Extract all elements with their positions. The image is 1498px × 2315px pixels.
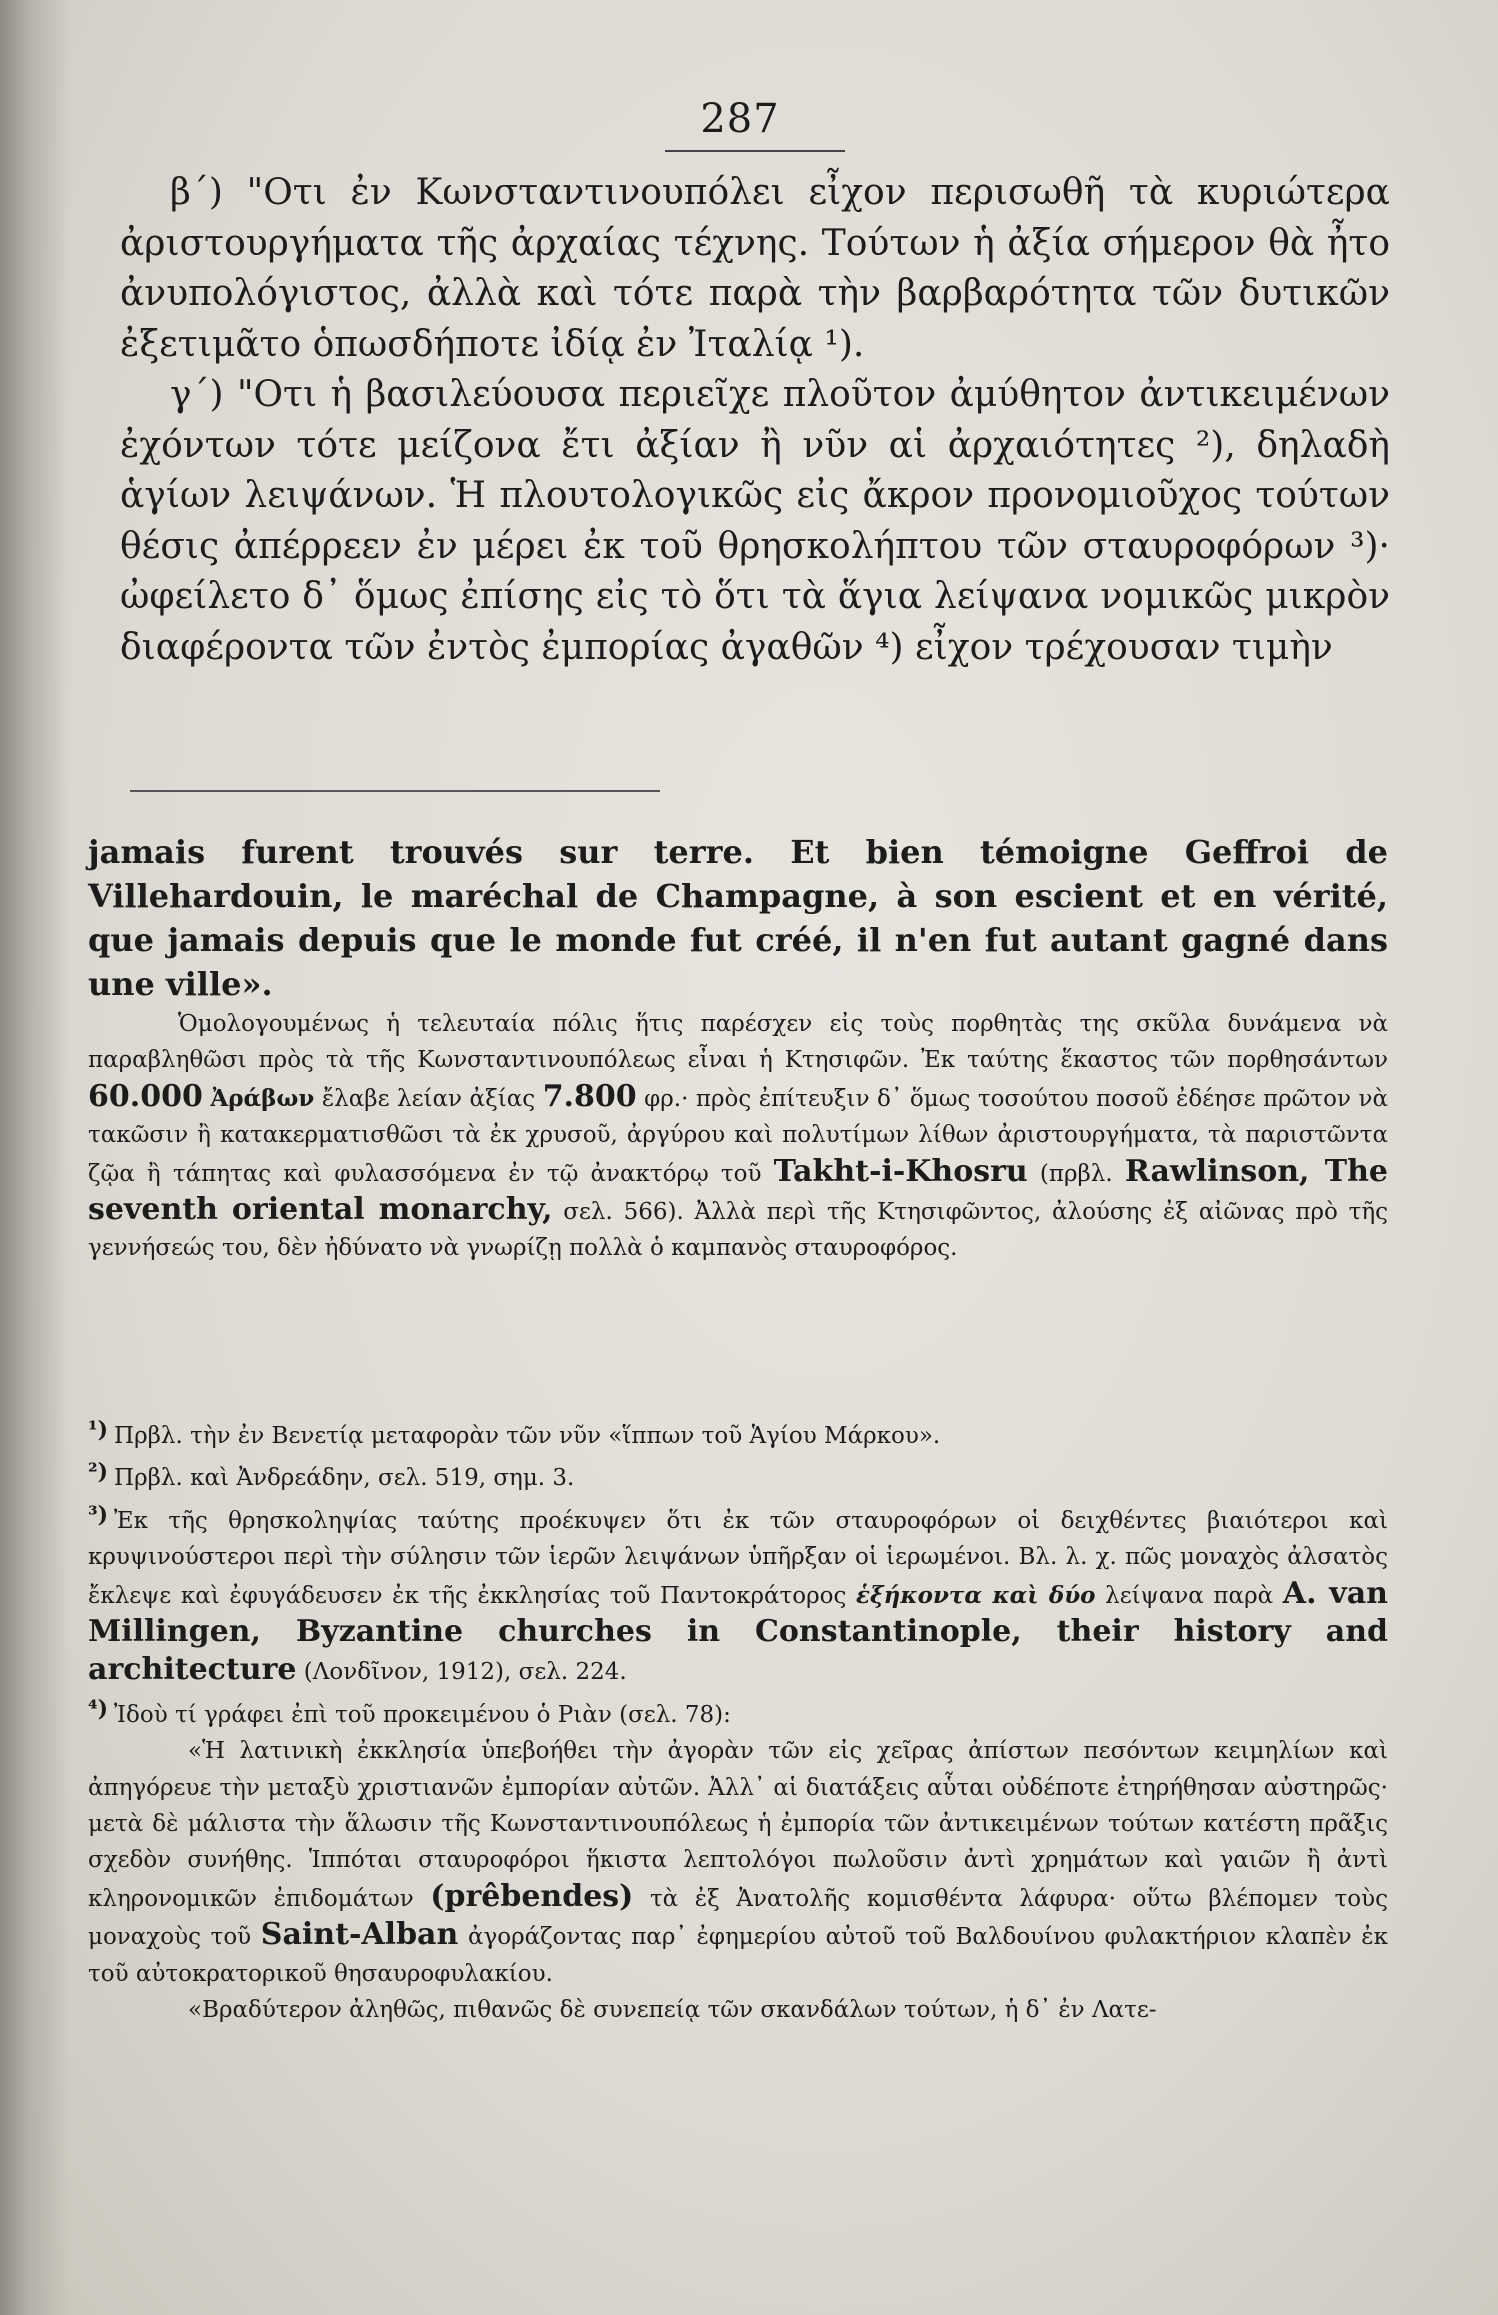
footnote-3-text-b: λείψανα παρὰ: [1095, 1582, 1283, 1609]
binding-shadow: [0, 0, 70, 2315]
note-paragraph: [88, 1006, 1388, 1267]
quote-1-abbey: Saint-Alban: [260, 1917, 459, 1953]
note-text-5: (πρβλ.: [1027, 1160, 1125, 1187]
footnote-1: [88, 1412, 1388, 1454]
note-number-1: 60.000: [88, 1078, 203, 1114]
note-text-3: ἔλαβε λείαν ἀξίας: [314, 1085, 543, 1112]
footnote-2-marker: ²): [88, 1459, 109, 1486]
quote-1-prebendes: (prêbendes): [430, 1878, 634, 1914]
footnote-4-quote-2: «Βραδύτερον ἀληθῶς, πιθανῶς δὲ συνεπείᾳ τῶν σκανδάλων τούτων, ἡ δ᾽ ἐν Λατε-: [188, 1997, 1157, 2024]
page-number-rule: [665, 150, 845, 152]
note-number-2: 7.800: [542, 1078, 637, 1114]
footnote-3-marker: ³): [88, 1501, 109, 1528]
main-text: [120, 168, 1390, 673]
quote-1-text-b: τὰ ἐξ Ἀνατολῆς κομισθέντα λάφυρα· οὕτω βλέπομεν τοὺς μοναχοὺς τοῦ: [88, 1885, 1388, 1951]
note-arabs: Ἀράβων: [210, 1084, 315, 1112]
main-paragraph-beta: β΄) "Οτι ἐν Κωνσταντινουπόλει εἶχον περισωθῆ τὰ κυριώτερα ἀριστουργήματα τῆς ἀρχαίας τέχνης. Τούτων ἡ ἀξία σήμερον θὰ ἦτο ἀνυπολόγιστος, ἀλλὰ καὶ τότε παρὰ τὴν βαρβαρότητα τῶν δυτικῶν ἐξετιμᾶτο ὁπωσδήποτε ἰδίᾳ ἐν Ἰταλίᾳ ¹).: [120, 172, 1390, 365]
quote-1-text-c: ἀγοράζοντας παρ᾽ ἐφημερίου αὐτοῦ τοῦ Βαλδουίνου φυλακτήριον κλαπὲν ἐκ τοῦ αὐτοκρατορικοῦ θησαυροφυλακίου.: [88, 1924, 1388, 1987]
footnote-4-text: Ἰδοὺ τί γράφει ἐπὶ τοῦ προκειμένου ὁ Ριὰν (σελ. 78):: [114, 1701, 731, 1728]
footnote-4-marker: ⁴): [88, 1695, 109, 1722]
footnote-1-text: Πρβλ. τὴν ἐν Βενετίᾳ μεταφορὰν τῶν νῦν «ἵππων τοῦ Ἁγίου Μάρκου».: [114, 1423, 941, 1449]
note-text-6: σελ. 566). Ἀλλὰ περὶ τῆς Κτησιφῶντος, ἀλούσης ἐξ αἰῶνας πρὸ τῆς γεννήσεώς του, δὲν ἠδύνατο νὰ γνωρίζῃ πολλὰ ὁ καμπανὸς σταυροφόρος.: [88, 1199, 1388, 1262]
main-paragraph-gamma: γ΄) "Οτι ἡ βασιλεύουσα περιεῖχε πλοῦτον ἀμύθητον ἀντικειμένων ἐχόντων τότε μείζονα ἔτι ἀξίαν ἢ νῦν αἱ ἀρχαιότητες ²), δηλαδὴ ἁγίων λειψάνων. Ἡ πλουτολογικῶς εἰς ἄκρον προνομιοῦχος τούτων θέσις ἀπέρρεεν ἐν μέρει ἐκ τοῦ θρησκολήπτου τῶν σταυροφόρων ³)· ὠφείλετο δ᾽ ὅμως ἐπίσης εἰς τὸ ὅτι τὰ ἅγια λείψανα νομικῶς μικρὸν διαφέροντα τῶν ἐντὸς ἐμπορίας ἀγαθῶν ⁴) εἶχον τρέχουσαν τιμὴν: [120, 374, 1390, 668]
footnote-3-text-c: (Λονδῖνον, 1912), σελ. 224.: [296, 1659, 627, 1686]
continued-note: [88, 1006, 1388, 1267]
footnote-4-quote-1: [88, 1733, 1388, 1992]
note-palace: Takht-i-Khosru: [773, 1153, 1028, 1189]
quote-1-text-a: «Ἡ λατινικὴ ἐκκλησία ὑπεβοήθει τὴν ἀγορὰν τῶν εἰς χεῖρας ἀπίστων πεσόντων κειμηλίων καὶ ἀπηγόρευε τὴν μεταξὺ χριστιανῶν ἐμπορίαν αὐτῶν. Ἀλλ᾽ αἱ διατάξεις αὗται οὐδέποτε ἐτηρήθησαν αὐστηρῶς· μετὰ δὲ μάλιστα τὴν ἅλωσιν τῆς Κωνσταντινουπόλεως ἡ ἐμπορία τῶν ἀντικειμένων τούτων κατέστη πρᾶξις σχεδὸν συνήθης. Ἱππόται σταυροφόροι ἥκιστα λεπτολόγοι πωλοῦσιν ἀντὶ χρημάτων καὶ γαιῶν ἢ ἀντὶ κληρονομικῶν ἐπιδομάτων: [88, 1738, 1388, 1912]
footnote-3-book: A. van Millingen, Byzantine churches in Constantinople, their history and architecture: [88, 1575, 1388, 1688]
note-author: Rawlinson, The seventh oriental monarchy,: [88, 1153, 1389, 1228]
note-text-1: Ὁμολογουμένως ἡ τελευταία πόλις ἥτις παρέσχεν εἰς τοὺς πορθητὰς της σκῦλα δυνάμενα νὰ παραβληθῶσι πρὸς τὰ τῆς Κωνσταντινουπόλεως εἶναι ἡ Κτησιφῶν. Ἐκ ταύτης ἕκαστος τῶν πορθησάντων: [88, 1011, 1388, 1074]
continued-quotation: jamais furent trouvés sur terre. Et bien témoigne Geffroi de Villehardouin, le maréchal de Champagne, à son escient et en vérité, que jamais depuis que le monde fut créé, il n'en fut autant gagné dans une ville».: [88, 833, 1388, 1003]
footnote-divider: [130, 790, 660, 792]
footnote-3-text-a: Ἐκ τῆς θρησκοληψίας ταύτης προέκυψεν ὅτι ἐκ τῶν σταυροφόρων οἱ δειχθέντες βιαιότεροι καὶ κρυψινούστεροι περὶ τὴν σύλησιν τῶν ἱερῶν λειψάνων ὑπῆρξαν οἱ ἱερωμένοι. Βλ. λ. χ. πῶς μοναχὸς ἀλσατὸς ἔκλεψε καὶ ἐφυγάδευσεν ἐκ τῆς ἐκκλησίας τοῦ Παντοκράτορος: [88, 1507, 1388, 1609]
footnote-4: [88, 1691, 1388, 1733]
footnotes: [88, 1412, 1388, 2029]
footnote-3-emphasis: ἑξήκοντα καὶ δύο: [856, 1581, 1096, 1609]
footnote-1-marker: ¹): [88, 1417, 109, 1443]
footnote-2: [88, 1454, 1388, 1496]
note-text-4: φρ.· πρὸς ἐπίτευξιν δ᾽ ὅμως τοσούτου ποσοῦ ἐδέησε πρῶτον νὰ τακῶσιν ἢ κατακερματισθῶσι τὰ ἐκ χρυσοῦ, ἀργύρου καὶ πολυτίμων λίθων ἀριστουργήματα, τὰ παριστῶντα ζῷα ἢ τάπητας καὶ φυλασσόμενα ἐν τῷ ἀνακτόρῳ τοῦ: [88, 1085, 1388, 1187]
page-number: 287: [700, 96, 780, 142]
footnote-2-text: Πρβλ. καὶ Ἀνδρεάδην, σελ. 519, σημ. 3.: [114, 1465, 575, 1492]
footnote-3: [88, 1497, 1388, 1691]
